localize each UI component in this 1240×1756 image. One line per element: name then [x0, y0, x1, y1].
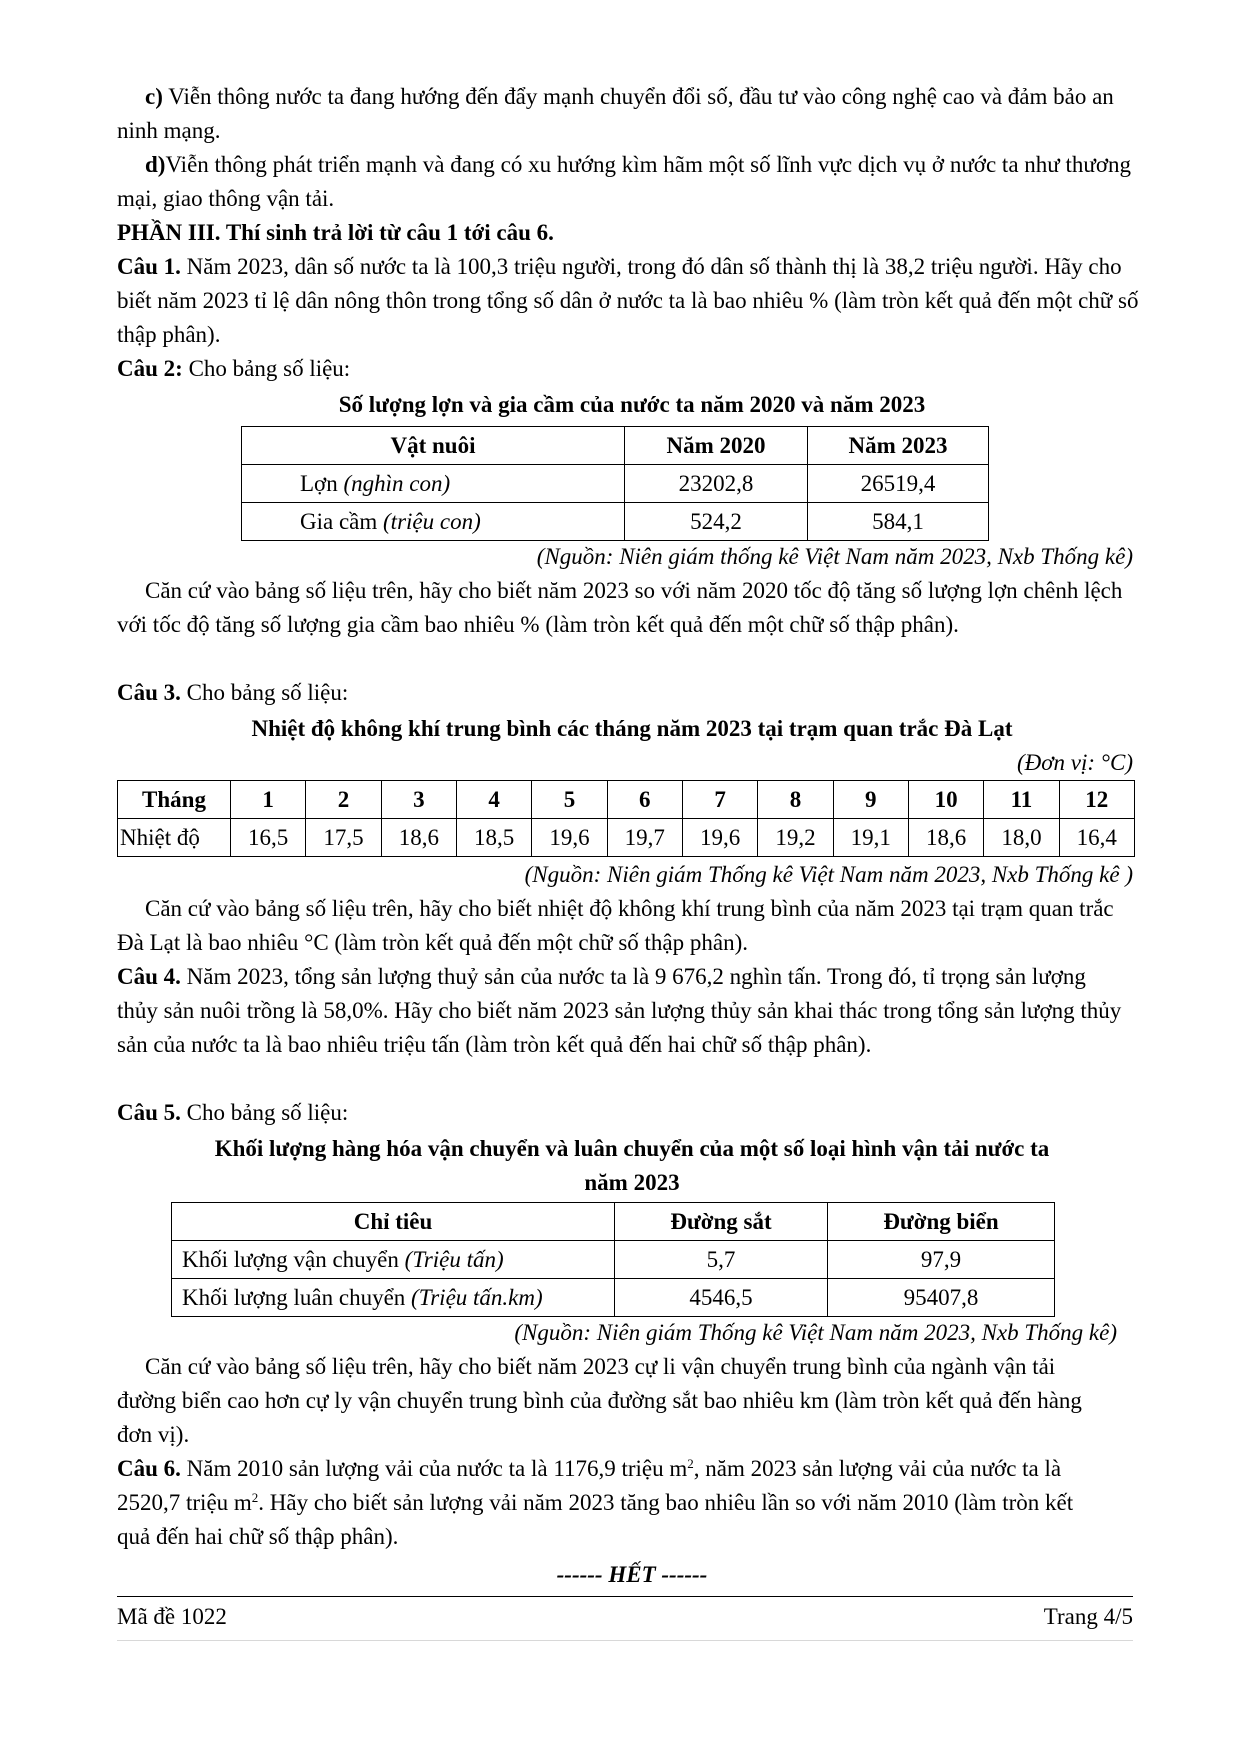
end-mark: ------ HẾT ------ [556, 1562, 708, 1587]
temperature-cell: 19,6 [682, 819, 757, 857]
table-header-cell: Đường sắt [615, 1203, 828, 1241]
table-row [172, 1241, 1055, 1279]
question-2-text-block [117, 574, 1133, 642]
question-3-intro-text: Cho bảng số liệu: [180, 680, 349, 705]
livestock-table [241, 426, 989, 541]
table-header-cell: Năm 2023 [808, 427, 989, 465]
statement-d-label: d) [145, 152, 166, 177]
question-5-intro [117, 1096, 1117, 1130]
table-row-temperature [118, 819, 1135, 857]
temperature-cell: 19,1 [833, 819, 908, 857]
statement-d-text: Viễn thông phát triển mạnh và đang có xu hướng kìm hãm một số lĩnh vực dịch vụ ở nước ta như thương mại, giao thông vận tải. [117, 152, 1132, 211]
statement-d [117, 148, 1147, 216]
month-cell: 5 [532, 781, 607, 819]
page-number: Trang 4/5 [1043, 1604, 1133, 1629]
table-cell: 95407,8 [828, 1279, 1055, 1317]
question-2-intro-text: Cho bảng số liệu: [182, 356, 351, 381]
table-cell: 26519,4 [808, 465, 989, 503]
temperature-cell: 19,2 [758, 819, 833, 857]
statement-c-text: Viễn thông nước ta đang hướng đến đẩy mạnh chuyển đổi số, đầu tư vào công nghệ cao và đảm bảo an ninh mạng. [117, 84, 1114, 143]
temperature-cell: 18,6 [381, 819, 456, 857]
month-cell: 11 [984, 781, 1059, 819]
table-header-cell: Chỉ tiêu [172, 1203, 615, 1241]
temperature-cell: 17,5 [306, 819, 381, 857]
month-cell: 3 [381, 781, 456, 819]
row-name: Khối lượng vận chuyển [182, 1246, 405, 1272]
temperature-cell: 19,7 [607, 819, 682, 857]
superscript: 2 [687, 1456, 694, 1471]
table-cell: 23202,8 [625, 465, 808, 503]
temperature-cell: 18,0 [984, 819, 1059, 857]
month-cell: 7 [682, 781, 757, 819]
question-4-text: Năm 2023, tổng sản lượng thuỷ sản của nước ta là 9 676,2 nghìn tấn. Trong đó, tỉ trọng sản lượng thủy sản nuôi trồng là 58,0%. Hãy cho biết năm 2023 sản lượng thủy sản khai thác trong tổng sản lượng thủy sản của nước ta là bao nhiêu triệu tấn (làm tròn kết quả đến hai chữ số thập phân). [117, 964, 1122, 1057]
table-header-cell: Vật nuôi [242, 427, 625, 465]
table-header-cell: Tháng [118, 781, 231, 819]
table-cell [172, 1279, 615, 1317]
table-row [242, 465, 989, 503]
row-unit: (Triệu tấn) [404, 1246, 504, 1272]
month-cell: 10 [908, 781, 983, 819]
statement-c-label: c) [145, 84, 163, 109]
month-cell: 1 [231, 781, 306, 819]
month-cell: 8 [758, 781, 833, 819]
question-3-unit: (Đơn vị: °C) [1017, 750, 1133, 775]
month-cell: 2 [306, 781, 381, 819]
question-1 [117, 250, 1147, 352]
question-3-label: Câu 3. [117, 680, 181, 705]
question-6-text-b: , năm 2023 sản lượng vải của nước ta là 2520,7 triệu m [117, 1456, 1062, 1515]
row-name: Gia cầm [300, 508, 384, 534]
month-cell: 9 [833, 781, 908, 819]
table-cell [242, 503, 625, 541]
question-5-label: Câu 5. [117, 1100, 181, 1125]
part3-heading: PHẦN III. Thí sinh trả lời từ câu 1 tới câu 6. [117, 220, 554, 245]
table-cell: 584,1 [808, 503, 989, 541]
question-1-text: Năm 2023, dân số nước ta là 100,3 triệu người, trong đó dân số thành thị là 38,2 triệu người. Hãy cho biết năm 2023 tỉ lệ dân nông thôn trong tổng số dân ở nước ta là bao nhiêu % (làm tròn kết quả đến một chữ số thập phân). [117, 254, 1139, 347]
question-2-table-title: Số lượng lợn và gia cầm của nước ta năm 2020 và năm 2023 [338, 392, 926, 417]
question-2-source: (Nguồn: Niên giám thống kê Việt Nam năm 2023, Nxb Thống kê) [536, 544, 1133, 569]
superscript: 2 [251, 1490, 259, 1505]
month-cell: 12 [1059, 781, 1134, 819]
question-4-label: Câu 4. [117, 964, 181, 989]
table-row-months [118, 781, 1135, 819]
temperature-cell: 19,6 [532, 819, 607, 857]
exam-code: Mã đề 1022 [117, 1604, 227, 1629]
question-3-source: (Nguồn: Niên giám Thống kê Việt Nam năm 2023, Nxb Thống kê ) [524, 862, 1133, 887]
table-row [242, 503, 989, 541]
question-6-text-c: . Hãy cho biết sản lượng vải năm 2023 tăng bao nhiêu lần so với năm 2010 (làm tròn kết quả đến hai chữ số thập phân). [117, 1490, 1074, 1549]
month-cell: 6 [607, 781, 682, 819]
row-unit: (Triệu tấn.km) [411, 1284, 543, 1310]
table-header-row [242, 427, 989, 465]
table-cell: 524,2 [625, 503, 808, 541]
footer-divider [117, 1596, 1133, 1597]
question-5-text: Căn cứ vào bảng số liệu trên, hãy cho biết năm 2023 cự li vận chuyển trung bình của ngành vận tải đường biển cao hơn cự ly vận chuyển trung bình của đường sắt bao nhiêu km (làm tròn kết quả đến hàng đơn vị). [117, 1354, 1082, 1447]
question-3-intro [117, 676, 1117, 710]
table-header-cell: Năm 2020 [625, 427, 808, 465]
question-2-text: Căn cứ vào bảng số liệu trên, hãy cho biết năm 2023 so với năm 2020 tốc độ tăng số lượng lợn chênh lệch với tốc độ tăng số lượng gia cầm bao nhiêu % (làm tròn kết quả đến một chữ số thập phân). [117, 578, 1123, 637]
footer-bottom-line [117, 1640, 1133, 1641]
question-6-label: Câu 6. [117, 1456, 181, 1481]
temperature-cell: 18,6 [908, 819, 983, 857]
temperature-cell: 16,4 [1059, 819, 1134, 857]
row-unit: (nghìn con) [343, 470, 451, 496]
question-2-intro [117, 352, 1117, 386]
question-5-table-title-year: năm 2023 [584, 1170, 680, 1195]
question-5-source: (Nguồn: Niên giám Thống kê Việt Nam năm 2023, Nxb Thống kê) [514, 1320, 1117, 1345]
temperature-cell: 16,5 [231, 819, 306, 857]
table-cell: 97,9 [828, 1241, 1055, 1279]
question-3-text-block [117, 892, 1133, 960]
row-unit: (triệu con) [383, 508, 481, 534]
month-cell: 4 [456, 781, 531, 819]
row-label-cell: Nhiệt độ [118, 819, 231, 857]
temperature-cell: 18,5 [456, 819, 531, 857]
statement-c [117, 80, 1147, 148]
question-2-label: Câu 2: [117, 356, 183, 381]
question-4 [117, 960, 1127, 1062]
table-header-row [172, 1203, 1055, 1241]
table-cell: 4546,5 [615, 1279, 828, 1317]
temperature-table [117, 780, 1135, 857]
question-6-text-a: Năm 2010 sản lượng vải của nước ta là 1176,9 triệu m [180, 1456, 688, 1481]
question-3-text: Căn cứ vào bảng số liệu trên, hãy cho biết nhiệt độ không khí trung bình của năm 2023 tại trạm quan trắc Đà Lạt là bao nhiêu °C (làm tròn kết quả đến một chữ số thập phân). [117, 896, 1114, 955]
table-cell [172, 1241, 615, 1279]
question-5-intro-text: Cho bảng số liệu: [180, 1100, 349, 1125]
table-cell [242, 465, 625, 503]
transport-table [171, 1202, 1055, 1317]
question-6 [117, 1452, 1097, 1554]
question-3-table-title: Nhiệt độ không khí trung bình các tháng năm 2023 tại trạm quan trắc Đà Lạt [251, 716, 1013, 741]
question-1-label: Câu 1. [117, 254, 181, 279]
row-name: Khối lượng luân chuyển [182, 1284, 412, 1310]
row-name: Lợn [300, 470, 344, 496]
table-header-cell: Đường biển [828, 1203, 1055, 1241]
question-5-text-block [117, 1350, 1117, 1452]
table-cell: 5,7 [615, 1241, 828, 1279]
question-5-table-title: Khối lượng hàng hóa vận chuyển và luân chuyển của một số loại hình vận tải nước ta [214, 1136, 1050, 1161]
table-row [172, 1279, 1055, 1317]
